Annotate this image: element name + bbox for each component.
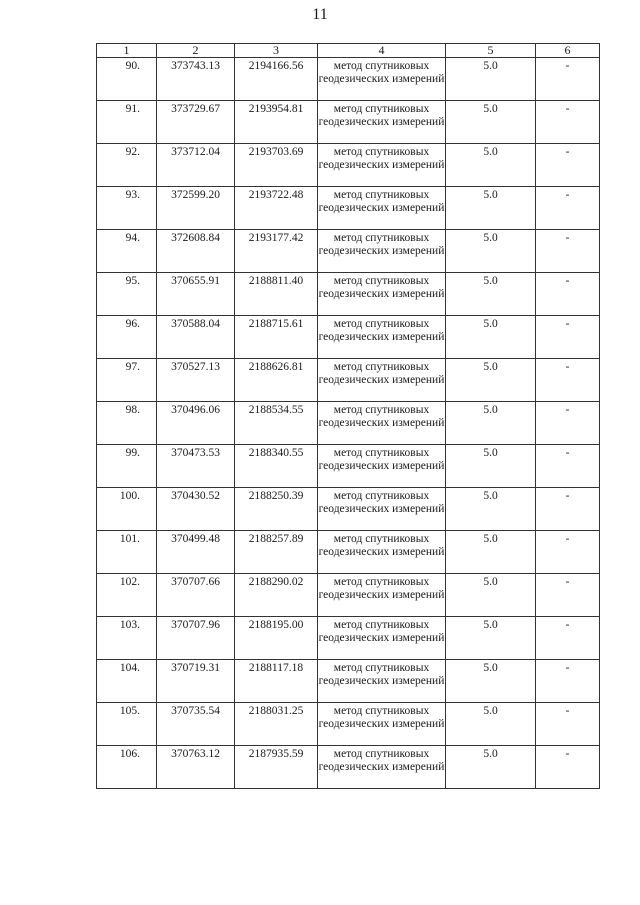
accuracy-cell: 5.0 [446,574,536,617]
y-coordinate-cell: 2188117.18 [235,660,318,703]
accuracy-cell: 5.0 [446,359,536,402]
method-cell: метод спутниковых геодезических измерений [318,58,446,101]
method-cell: метод спутниковых геодезических измерений [318,359,446,402]
note-cell: - [536,703,600,746]
note-cell: - [536,660,600,703]
point-number-cell: 92. [97,144,157,187]
note-cell: - [536,445,600,488]
note-cell: - [536,402,600,445]
accuracy-cell: 5.0 [446,101,536,144]
x-coordinate-cell: 370707.96 [157,617,235,660]
y-coordinate-cell: 2187935.59 [235,746,318,789]
method-cell: метод спутниковых геодезических измерений [318,187,446,230]
note-cell: - [536,488,600,531]
x-coordinate-cell: 373743.13 [157,58,235,101]
point-number-cell: 98. [97,402,157,445]
table-row [97,617,600,660]
column-header-1: 1 [97,44,157,58]
method-cell: метод спутниковых геодезических измерений [318,746,446,789]
table-row [97,101,600,144]
accuracy-cell: 5.0 [446,660,536,703]
table-row [97,574,600,617]
table-row [97,445,600,488]
table-row [97,746,600,789]
y-coordinate-cell: 2188340.55 [235,445,318,488]
accuracy-cell: 5.0 [446,617,536,660]
note-cell: - [536,187,600,230]
column-header-4: 4 [318,44,446,58]
table-body [97,58,600,789]
accuracy-cell: 5.0 [446,402,536,445]
table-row [97,58,600,101]
point-number-cell: 102. [97,574,157,617]
note-cell: - [536,531,600,574]
note-cell: - [536,746,600,789]
y-coordinate-cell: 2193177.42 [235,230,318,273]
table-row [97,703,600,746]
note-cell: - [536,574,600,617]
method-cell: метод спутниковых геодезических измерений [318,660,446,703]
point-number-cell: 105. [97,703,157,746]
table-row [97,402,600,445]
column-header-2: 2 [157,44,235,58]
table-row [97,531,600,574]
y-coordinate-cell: 2188250.39 [235,488,318,531]
note-cell: - [536,617,600,660]
y-coordinate-cell: 2193703.69 [235,144,318,187]
method-cell: метод спутниковых геодезических измерений [318,531,446,574]
accuracy-cell: 5.0 [446,58,536,101]
x-coordinate-cell: 370763.12 [157,746,235,789]
point-number-cell: 103. [97,617,157,660]
note-cell: - [536,144,600,187]
column-header-3: 3 [235,44,318,58]
accuracy-cell: 5.0 [446,531,536,574]
note-cell: - [536,230,600,273]
point-number-cell: 96. [97,316,157,359]
note-cell: - [536,359,600,402]
y-coordinate-cell: 2188031.25 [235,703,318,746]
y-coordinate-cell: 2188257.89 [235,531,318,574]
x-coordinate-cell: 370588.04 [157,316,235,359]
point-number-cell: 97. [97,359,157,402]
x-coordinate-cell: 372608.84 [157,230,235,273]
point-number-cell: 95. [97,273,157,316]
method-cell: метод спутниковых геодезических измерений [318,230,446,273]
accuracy-cell: 5.0 [446,488,536,531]
y-coordinate-cell: 2188715.61 [235,316,318,359]
point-number-cell: 100. [97,488,157,531]
note-cell: - [536,316,600,359]
method-cell: метод спутниковых геодезических измерений [318,144,446,187]
x-coordinate-cell: 370655.91 [157,273,235,316]
x-coordinate-cell: 373712.04 [157,144,235,187]
point-number-cell: 94. [97,230,157,273]
column-header-6: 6 [536,44,600,58]
method-cell: метод спутниковых геодезических измерений [318,273,446,316]
method-cell: метод спутниковых геодезических измерений [318,402,446,445]
y-coordinate-cell: 2188534.55 [235,402,318,445]
x-coordinate-cell: 370496.06 [157,402,235,445]
method-cell: метод спутниковых геодезических измерений [318,617,446,660]
header-row [97,44,600,58]
y-coordinate-cell: 2193722.48 [235,187,318,230]
accuracy-cell: 5.0 [446,144,536,187]
x-coordinate-cell: 370735.54 [157,703,235,746]
table-row [97,230,600,273]
column-header-5: 5 [446,44,536,58]
accuracy-cell: 5.0 [446,230,536,273]
accuracy-cell: 5.0 [446,703,536,746]
accuracy-cell: 5.0 [446,746,536,789]
method-cell: метод спутниковых геодезических измерений [318,488,446,531]
x-coordinate-cell: 370527.13 [157,359,235,402]
method-cell: метод спутниковых геодезических измерений [318,574,446,617]
accuracy-cell: 5.0 [446,187,536,230]
table-row [97,187,600,230]
point-number-cell: 104. [97,660,157,703]
note-cell: - [536,58,600,101]
method-cell: метод спутниковых геодезических измерений [318,703,446,746]
method-cell: метод спутниковых геодезических измерений [318,445,446,488]
table-row [97,660,600,703]
y-coordinate-cell: 2188195.00 [235,617,318,660]
x-coordinate-cell: 370430.52 [157,488,235,531]
table-row [97,144,600,187]
x-coordinate-cell: 372599.20 [157,187,235,230]
note-cell: - [536,101,600,144]
point-number-cell: 101. [97,531,157,574]
page-number: 11 [312,6,328,23]
accuracy-cell: 5.0 [446,273,536,316]
x-coordinate-cell: 370707.66 [157,574,235,617]
y-coordinate-cell: 2188290.02 [235,574,318,617]
point-number-cell: 93. [97,187,157,230]
accuracy-cell: 5.0 [446,316,536,359]
table-row [97,359,600,402]
y-coordinate-cell: 2188811.40 [235,273,318,316]
point-number-cell: 106. [97,746,157,789]
table-row [97,488,600,531]
point-number-cell: 90. [97,58,157,101]
point-number-cell: 91. [97,101,157,144]
y-coordinate-cell: 2193954.81 [235,101,318,144]
note-cell: - [536,273,600,316]
y-coordinate-cell: 2188626.81 [235,359,318,402]
table-row [97,316,600,359]
x-coordinate-cell: 370719.31 [157,660,235,703]
point-number-cell: 99. [97,445,157,488]
accuracy-cell: 5.0 [446,445,536,488]
y-coordinate-cell: 2194166.56 [235,58,318,101]
coordinates-table [96,43,600,789]
x-coordinate-cell: 373729.67 [157,101,235,144]
x-coordinate-cell: 370499.48 [157,531,235,574]
table-row [97,273,600,316]
x-coordinate-cell: 370473.53 [157,445,235,488]
method-cell: метод спутниковых геодезических измерений [318,101,446,144]
method-cell: метод спутниковых геодезических измерений [318,316,446,359]
